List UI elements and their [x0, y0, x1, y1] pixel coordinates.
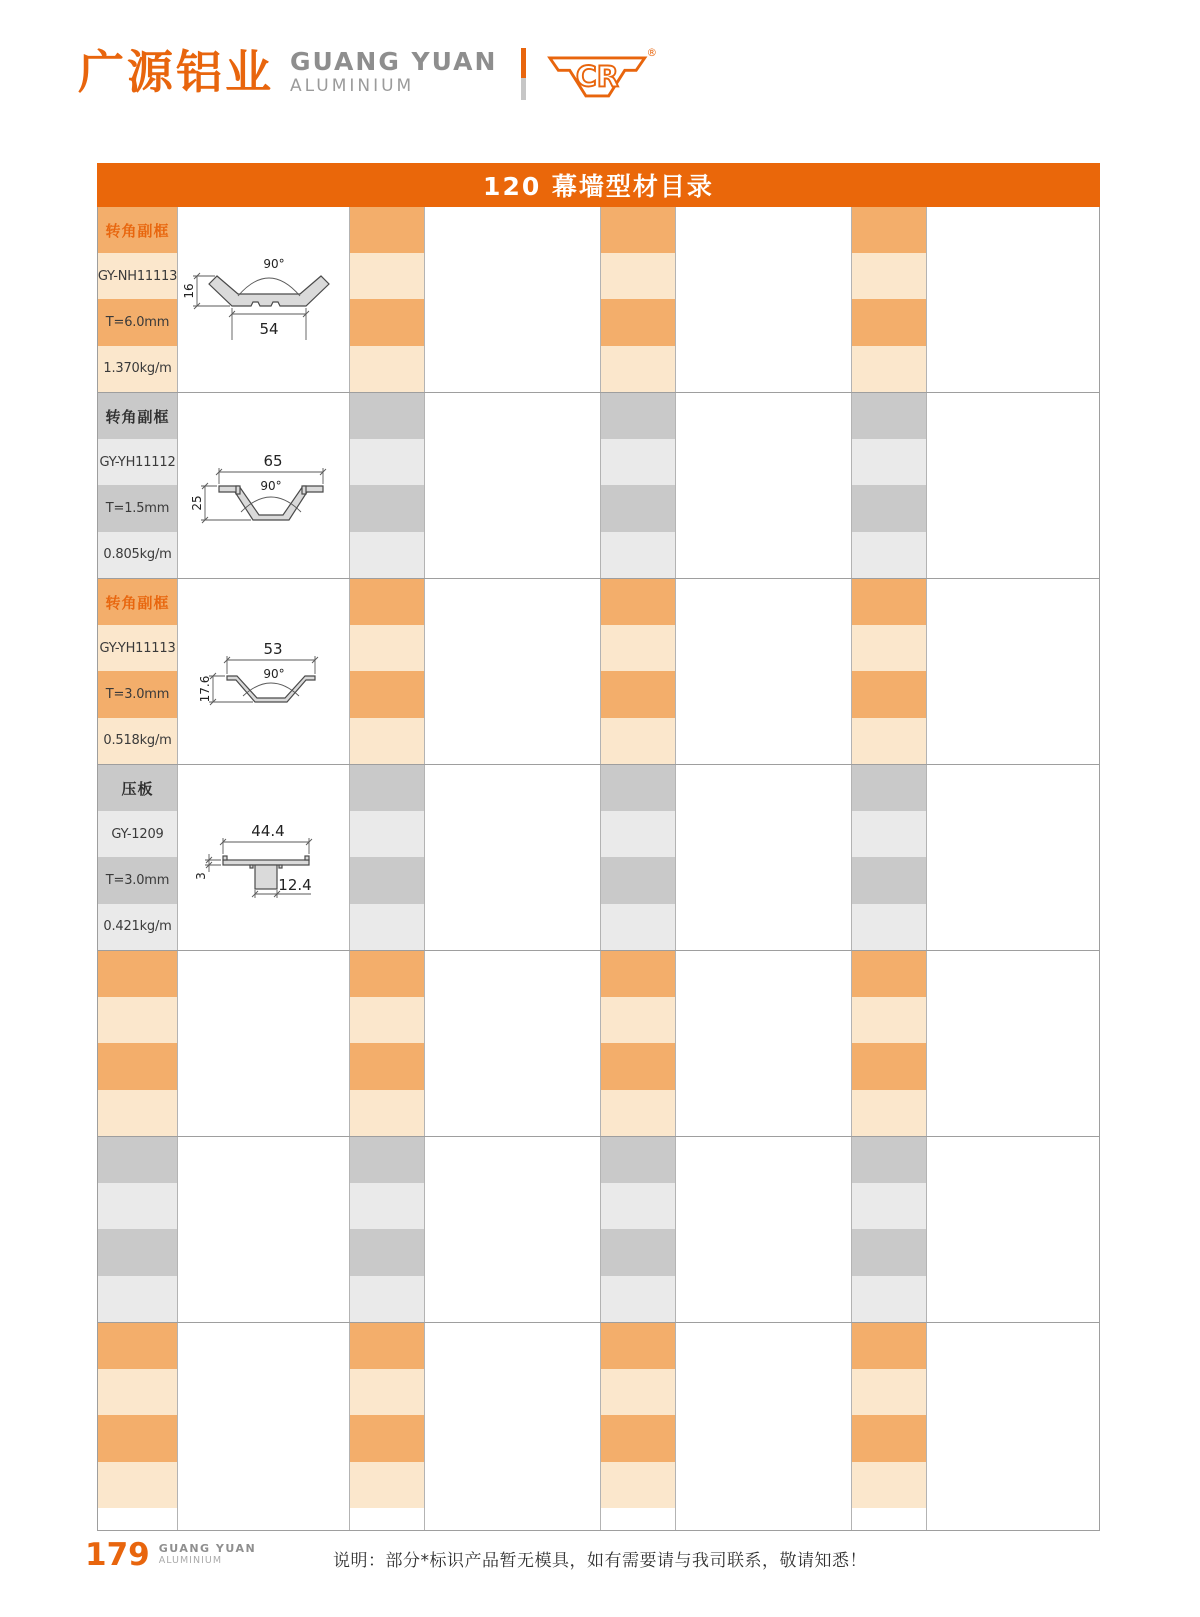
striped-placeholder-column — [350, 207, 425, 392]
empty-cell — [927, 765, 1099, 950]
dim-angle: 90° — [263, 666, 285, 681]
dim-thickness: 3 — [194, 871, 208, 880]
striped-placeholder-column — [350, 765, 425, 950]
brand-name-en: GUANG YUAN — [290, 47, 498, 76]
striped-placeholder-column — [350, 1323, 425, 1530]
product-2-weight: 0.805kg/m — [103, 547, 172, 563]
striped-placeholder-column — [852, 951, 927, 1136]
product-4-weight: 0.421kg/m — [103, 919, 172, 935]
product-2-diagram-cell — [178, 393, 350, 578]
dim-angle: 90° — [260, 478, 282, 493]
product-4-category: 压板 — [121, 779, 154, 798]
striped-placeholder-column — [852, 579, 927, 764]
product-1-category: 转角副框 — [105, 221, 170, 240]
striped-placeholder-column — [852, 207, 927, 392]
empty-cell — [425, 1323, 601, 1530]
empty-cell — [676, 951, 852, 1136]
empty-cell — [425, 393, 601, 578]
empty-cell — [927, 1323, 1099, 1530]
brand-subtitle-en: ALUMINIUM — [290, 76, 415, 96]
product-2-thickness: T=1.5mm — [105, 500, 170, 516]
profile-drawing-wing — [181, 244, 346, 356]
product-2-category: 转角副框 — [105, 407, 170, 426]
product-3-thickness: T=3.0mm — [105, 686, 170, 702]
cr-logo-icon — [546, 46, 658, 106]
product-2-model: GY-YH11112 — [99, 454, 176, 470]
product-1-model: GY-NH11113 — [98, 268, 177, 284]
product-1-diagram-cell — [178, 207, 350, 392]
empty-cell — [425, 765, 601, 950]
empty-cell — [676, 207, 852, 392]
empty-cell — [178, 1137, 350, 1322]
catalog-row-2 — [98, 393, 1099, 579]
empty-cell — [425, 207, 601, 392]
empty-cell — [178, 1323, 350, 1530]
product-1-thickness: T=6.0mm — [105, 314, 170, 330]
striped-placeholder-column — [601, 1137, 676, 1322]
striped-placeholder-column — [852, 393, 927, 578]
striped-placeholder-column — [601, 951, 676, 1136]
striped-placeholder-column — [601, 1323, 676, 1530]
dim-height: 25 — [190, 494, 204, 511]
empty-cell — [676, 579, 852, 764]
product-4-model: GY-1209 — [111, 826, 164, 842]
striped-placeholder-column — [852, 1137, 927, 1322]
dim-height: 17.6 — [198, 675, 212, 702]
brand-logo-en — [290, 48, 497, 97]
product-4-thickness: T=3.0mm — [105, 872, 170, 888]
striped-placeholder-column — [601, 579, 676, 764]
empty-cell — [425, 951, 601, 1136]
empty-cell — [927, 579, 1099, 764]
catalog-row-4 — [98, 765, 1099, 951]
empty-cell — [676, 1137, 852, 1322]
product-1-weight: 1.370kg/m — [103, 361, 172, 377]
brand-logo-cn: 广源铝业 — [78, 45, 274, 99]
dim-width: 44.4 — [251, 821, 285, 840]
product-4-labels — [98, 765, 178, 950]
striped-placeholder-column — [852, 1323, 927, 1530]
striped-placeholder-column — [350, 579, 425, 764]
striped-placeholder-column — [350, 951, 425, 1136]
empty-cell — [676, 765, 852, 950]
dim-stem-width: 12.4 — [278, 875, 312, 894]
striped-placeholder-column — [601, 765, 676, 950]
footer-note: 说明：部分*标识产品暂无模具，如有需要请与我司联系，敬请知悉！ — [333, 1551, 867, 1571]
striped-placeholder-column — [98, 1137, 178, 1322]
striped-placeholder-column — [350, 1137, 425, 1322]
dim-height: 16 — [182, 282, 196, 299]
footer-brand-name: GUANG YUAN — [158, 1542, 257, 1555]
empty-cell — [927, 951, 1099, 1136]
catalog-title-bar — [97, 163, 1100, 207]
product-2-labels — [98, 393, 178, 578]
catalog-row-7-empty — [98, 1323, 1099, 1530]
empty-cell — [676, 393, 852, 578]
empty-cell — [178, 951, 350, 1136]
product-3-weight: 0.518kg/m — [103, 733, 172, 749]
product-1-labels — [98, 207, 178, 392]
brand-separator — [521, 48, 526, 100]
page-number: 179 — [85, 1537, 150, 1573]
dim-width: 65 — [263, 451, 283, 470]
empty-cell — [676, 1323, 852, 1530]
product-3-model: GY-YH11113 — [99, 640, 176, 656]
catalog-title: 120 幕墙型材目录 — [483, 172, 714, 201]
footer-brand — [159, 1542, 256, 1567]
page-number-block — [85, 1537, 257, 1573]
catalog-row-5-empty — [98, 951, 1099, 1137]
catalog-row-6-empty — [98, 1137, 1099, 1323]
empty-cell — [425, 579, 601, 764]
product-3-diagram-cell — [178, 579, 350, 764]
empty-cell — [425, 1137, 601, 1322]
striped-placeholder-column — [852, 765, 927, 950]
product-3-category: 转角副框 — [105, 593, 170, 612]
empty-cell — [927, 207, 1099, 392]
striped-placeholder-column — [350, 393, 425, 578]
footer — [0, 1537, 1200, 1590]
product-4-diagram-cell — [178, 765, 350, 950]
footer-brand-subtitle: ALUMINIUM — [158, 1555, 223, 1566]
cr-logo-letters: CR — [576, 60, 620, 94]
striped-placeholder-column — [601, 393, 676, 578]
dim-angle: 90° — [263, 256, 285, 271]
empty-cell — [927, 1137, 1099, 1322]
dim-width: 53 — [263, 639, 283, 658]
catalog-row-1 — [98, 207, 1099, 393]
dim-width: 54 — [259, 319, 279, 338]
striped-placeholder-column — [601, 207, 676, 392]
profile-drawing-v-groove-thin — [181, 616, 346, 728]
header — [78, 46, 658, 106]
product-3-labels — [98, 579, 178, 764]
empty-cell — [927, 393, 1099, 578]
profile-drawing-tee — [181, 802, 346, 914]
striped-placeholder-column — [98, 1323, 178, 1530]
striped-placeholder-column — [98, 951, 178, 1136]
catalog-table — [97, 207, 1100, 1531]
profile-drawing-v-groove — [181, 430, 346, 542]
catalog-row-3 — [98, 579, 1099, 765]
registered-mark: ® — [647, 47, 658, 60]
